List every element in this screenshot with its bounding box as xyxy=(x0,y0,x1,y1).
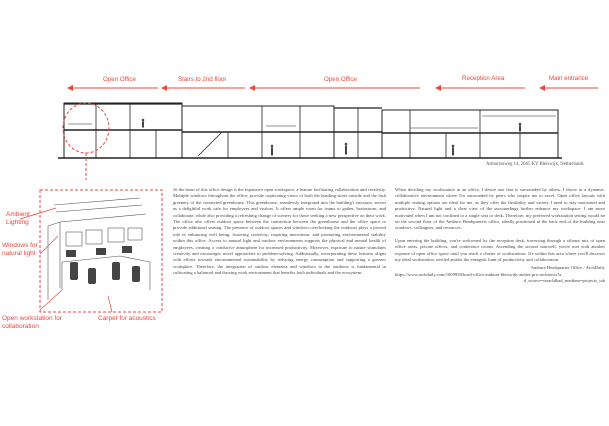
arrow-label-open-office-left: Open Office xyxy=(103,76,136,83)
right-text-column xyxy=(395,187,605,285)
source-line-1: Ambura Headquarter Office / ArchDaily xyxy=(530,265,605,271)
section-lines xyxy=(58,103,562,158)
focus-highlight xyxy=(63,103,109,180)
source-line-2: https://www.archdaily.com/1009958/head-office-ambura-bleiswijk-atelier-pro-architects?a xyxy=(395,271,562,277)
arrow-label-stairs: Stairs to 2nd floor xyxy=(178,76,227,83)
middle-text-column xyxy=(173,187,386,277)
right-paragraph-2: Upon entering the building, you're welcomed by the reception desk, traversing through a vibrant mix of open office areas, private offices, and conference rooms. Ascending the second stairwell, you're met with another expanse of open office space until you reach a cluster of workstations. It's within this area where you'll discover my ideal workstation, nestled amidst the energetic hum of productivity and collaboration. xyxy=(395,237,605,263)
callout-open-workstation: Open workstation for collaboration xyxy=(2,315,62,330)
callout-windows: Windows for natural light xyxy=(2,242,38,257)
arrow-label-open-office-center: Open Office xyxy=(324,76,357,83)
callout-ambient-lighting: Ambient Lighting xyxy=(6,211,30,226)
address-caption: Arthurisnweg 14, 2665 KY Bleiswijk, Netherlands xyxy=(486,162,584,167)
arrow-label-reception: Reception Area xyxy=(462,75,505,82)
middle-paragraph: At the heart of this office design is the expansive open workspace, a feature facilitating collaboration and creativity. Multiple windows throughout the office, provide captivating views of both the bustling street outside and the lush greenery of the connected greenhouse. This greenhouse, seamlessly integrated into the building's structure, serves as a delightful work cafe for employees and visitors. It offers ample room for teams to gather, brainstorm, and collaborate, while also providing a refreshing change of scenery for those seeking a new perspective on their work. The office also offers outdoor space between the connection between the greenhouse and the office space to provide additional seating. The presence of outdoor spaces and windows overlooking the outdoors plays a pivotal role in enhancing well being, fostering creativity, inspiring innovation, and promoting environmental stability within this office. Access to natural light and outdoor environments supports the physical and mental health of employees, creating a conducive atmosphere for increased productivity. Moreover, exposure to nature stimulates creativity and encourages novel approaches to problem-solving. Additionally, incorporating these features aligns with efforts towards environmental sustainability by reducing energy consumption and supporting a greener workplace. Therefore, the integration of outdoor elements and windows to the outdoors is fundamental in cultivating a balanced and thriving work environment that benefits both individuals and the ecosystem. xyxy=(173,187,386,276)
callout-carpet: Carpet for acoustics xyxy=(98,315,156,322)
right-paragraph-1: When deciding my workstation in an office, I desire one that is surrounded by others. I thrive in a dynamic, collaborative environment where I'm surrounded by peers who inspire me to excel. Open office layouts with multiple seating options are ideal for me, as they offer the flexibility and variety I need to stay motivated and productive. Natural light and a clear view of the surroundings further enhance my workspace. I am more motivated when I am not confined to a single seat or desk. Therefore, my preferred workstation setting would be on the second floor of the Ambura Headquarters office, ideally positioned at the back end of the building near windows, colleagues, and resources. xyxy=(395,187,605,231)
source-line-3: d_source=search&ad_medium=projects_tab xyxy=(523,278,605,284)
people-figures xyxy=(142,119,522,156)
arrow-label-main-entrance: Main entrance xyxy=(549,75,589,82)
